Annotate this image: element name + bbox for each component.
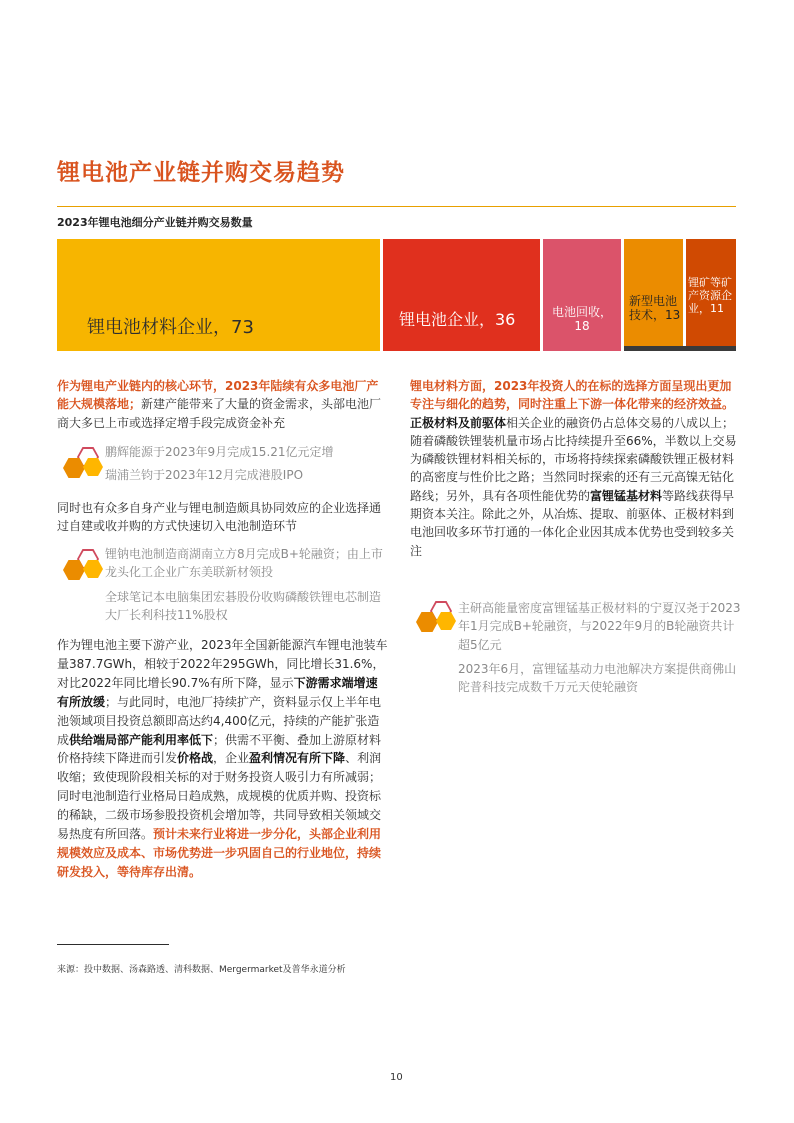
left-p3-b4: 盈利情况有所下降 xyxy=(249,751,346,766)
left-p3-highlight: 预计未来行业将进一步分化，头部企业利用规模效应及成本、市场优势进一步巩固自己的行业地位，持续研发投入，等待库存出清。 xyxy=(57,827,382,879)
left-paragraph-2: 同时也有众多自身产业与锂电制造颇具协同效应的企业选择通过自建或收并购的方式快速切入电池制造环节 xyxy=(57,501,382,534)
right-p1-b1: 正极材料及前驱体 xyxy=(410,415,507,430)
right-p1-t1: 相关企业的融资仍占总体交易的八成以上；随着磷酸铁锂装机量市场占比持续提升至66%，半数以上交易为磷酸铁锂材料相关标的，市场将持续探索磷酸铁锂正极材料的高密度与性价比之路；当然同时探索的还有三元高镍无钴化路线；另外，具有各项性能优势的 xyxy=(410,415,737,503)
treemap-label-mining: 锂矿等矿产资源企业，11 xyxy=(688,276,732,316)
left-p3-t4: ，企业 xyxy=(213,751,250,766)
left-p3-t2: ；与此同时，电池厂持续扩产，资料显示仅上半年电池领域项目投资总额即高达约4,400亿元，持续的产能扩张造成 xyxy=(57,694,382,747)
right-p1-b2: 富锂锰基材料 xyxy=(590,488,663,503)
right-p1-highlight: 锂电材料方面，2023年投资人的在标的选择方面呈现出更加专注与细化的趋势，同时注重上下游一体化带来的经济效益。 xyxy=(410,379,735,412)
treemap-cell-battery-materials xyxy=(57,239,380,351)
chart-title: 2023年锂电池细分产业链并购交易数量 xyxy=(57,216,253,229)
left-paragraph-3 xyxy=(57,636,389,882)
treemap-cell-new-tech xyxy=(624,239,683,346)
right-paragraph-1 xyxy=(410,377,742,560)
treemap-cell-mining xyxy=(686,239,736,346)
right-callout-item-2: 2023年6月，富锂锰基动力电池解决方案提供商佛山陀普科技完成数千万元天使轮融资 xyxy=(458,661,737,695)
left-paragraph-1 xyxy=(57,377,389,432)
page-number: 10 xyxy=(390,1072,403,1083)
callout-1-item-1: 鹏辉能源于2023年9月完成15.21亿元定增 xyxy=(105,445,334,459)
hexagon-icon xyxy=(410,601,456,641)
source-note: 来源：投中数据、汤森路透、清科数据、Mergermarket及普华永道分析 xyxy=(57,965,346,975)
title-divider xyxy=(57,206,736,207)
treemap-label-battery-materials: 锂电池材料企业，73 xyxy=(87,317,254,339)
left-p3-b3: 价格战 xyxy=(177,751,214,766)
right-callout xyxy=(410,599,742,696)
treemap-label-new-tech: 新型电池技术，13 xyxy=(629,294,681,323)
left-p3-b2: 供给端局部产能利用率低下 xyxy=(69,732,214,747)
hexagon-icon xyxy=(57,549,103,589)
hexagon-icon xyxy=(57,447,103,487)
left-p3-t5: 、利润收缩；致使现阶段相关标的对于财务投资人吸引力有所减弱；同时电池制造行业格局日趋成熟，成规模的优质并购、投资标的稀缺，二级市场参股投资机会增加等，共同导致相关领域交易热度有所回落。 xyxy=(57,751,382,842)
left-p3-b1: 下游需求端增速有所放缓 xyxy=(57,675,378,709)
left-callout-2 xyxy=(57,545,389,624)
left-p1-text: 新建产能带来了大量的资金需求，头部电池厂商大多已上市或选择定增手段完成资金补充 xyxy=(57,397,382,430)
callout-1-item-2: 瑞浦兰钧于2023年12月完成港股IPO xyxy=(105,468,304,483)
footnote-divider xyxy=(57,944,169,945)
left-p3-t3: ；供需不平衡、叠加上游原材料价格持续下降进而引发 xyxy=(57,732,382,766)
left-p3-t1: 作为锂电池主要下游产业，2023年全国新能源汽车锂电池装车量387.7GWh，相较于2022年295GWh，同比增长31.6%，对比2022年同比增长90.7%有所下降，显示 xyxy=(57,638,388,690)
treemap-chart xyxy=(57,239,736,351)
right-p1-t2: 等路线获得早期资本关注。除此之外，从冶炼、提取、前驱体、正极材料到电池回收多环节打通的一体化企业因其成本优势也受到较多关注 xyxy=(410,488,735,558)
right-callout-item-1: 主研高能量密度富锂锰基正极材料的宁夏汉尧于2023年1月完成B+轮融资，与2022年9月的B轮融资共计超5亿元 xyxy=(458,601,741,652)
treemap-baseline xyxy=(624,346,736,351)
callout-2-item-1: 锂钠电池制造商湖南立方8月完成B+轮融资；由上市龙头化工企业广东美联新材领投 xyxy=(105,547,383,580)
treemap-label-battery-companies: 锂电池企业，36 xyxy=(399,310,516,329)
left-p1-highlight: 作为锂电产业链内的核心环节，2023年陆续有众多电池厂产能大规模落地； xyxy=(57,379,379,412)
treemap-cell-battery-companies xyxy=(383,239,540,351)
left-callout-1 xyxy=(57,443,389,485)
treemap-cell-recycling xyxy=(543,239,621,351)
callout-2-item-2: 全球笔记本电脑集团宏碁股份收购磷酸铁锂电芯制造大厂长利科技11%股权 xyxy=(105,589,382,622)
treemap-label-recycling: 电池回收，18 xyxy=(551,305,612,334)
page-title: 锂电池产业链并购交易趋势 xyxy=(57,160,345,186)
